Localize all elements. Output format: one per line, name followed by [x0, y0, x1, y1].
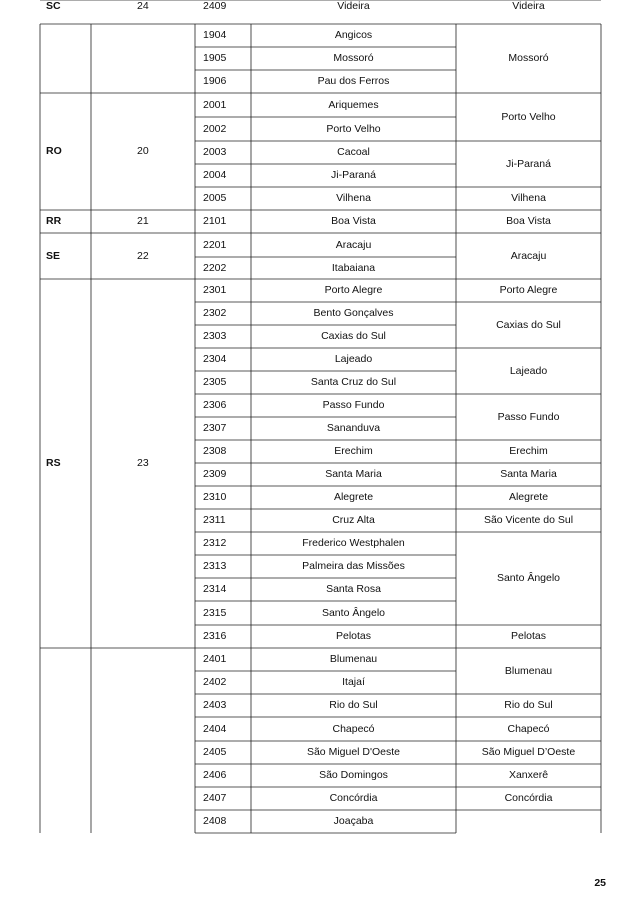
code-cell: 2312: [203, 537, 227, 549]
municipality-cell: São Domingos: [319, 769, 388, 781]
code-cell: 2404: [203, 722, 227, 735]
code-cell: 2101: [203, 215, 227, 227]
municipality-cell: Erechim: [334, 445, 373, 457]
region-cell: Porto Velho: [501, 110, 556, 123]
code-cell: 2401: [203, 653, 227, 665]
code-cell: 2002: [203, 122, 227, 135]
code-cell: 1904: [203, 29, 227, 41]
state-code-cell: 20: [137, 145, 149, 157]
region-cell: Mossoró: [508, 52, 549, 64]
region-cell: Aracaju: [510, 249, 547, 262]
state-code-cell: 24: [137, 0, 149, 12]
code-cell: 2004: [203, 169, 227, 181]
region-cell: Xanxerê: [508, 769, 549, 781]
region-cell: Pelotas: [510, 630, 547, 642]
region-cell: Alegrete: [508, 491, 549, 503]
municipality-cell: Mossoró: [333, 52, 374, 64]
code-cell: 2201: [203, 238, 227, 251]
region-cell: Vilhena: [511, 192, 546, 204]
region-cell: Concórdia: [504, 792, 553, 804]
code-cell: 2315: [203, 606, 227, 619]
municipality-cell: Santo Ângelo: [321, 606, 386, 619]
state-code-cell: 21: [137, 215, 149, 227]
region-cell: São Vicente do Sul: [483, 514, 574, 526]
code-cell: 2302: [203, 307, 227, 319]
code-cell: 2316: [203, 630, 227, 642]
municipality-cell: Lajeado: [334, 353, 373, 365]
municipality-cell: Caxias do Sul: [321, 330, 386, 342]
region-cell: Caxias do Sul: [496, 318, 561, 331]
municipality-cell: Santa Rosa: [326, 583, 381, 595]
municipality-cell: Cruz Alta: [332, 514, 375, 526]
region-cell: Rio do Sul: [504, 699, 553, 711]
code-cell: 2314: [203, 583, 227, 595]
municipality-cell: Palmeira das Missões: [302, 560, 405, 572]
municipality-cell: Santa Maria: [325, 468, 382, 480]
region-cell: Ji-Paraná: [506, 157, 551, 170]
code-cell: 2402: [203, 676, 227, 688]
code-cell: 2005: [203, 192, 227, 204]
region-cell: Passo Fundo: [497, 410, 560, 423]
code-cell: 2306: [203, 399, 227, 411]
municipality-cell: São Miguel D'Oeste: [306, 746, 401, 758]
uf-cell: RO: [46, 145, 62, 157]
region-cell: Lajeado: [509, 364, 548, 377]
municipality-cell: Vilhena: [336, 192, 371, 204]
municipality-cell: Frederico Westphalen: [302, 537, 405, 549]
municipality-cell: Concórdia: [329, 792, 378, 804]
municipality-cell: Cacoal: [337, 146, 370, 158]
municipality-cell: Itajaí: [342, 676, 365, 688]
municipality-cell: Porto Velho: [326, 122, 381, 135]
municipality-cell: Blumenau: [329, 653, 378, 665]
region-cell: São Miguel D’Oeste: [481, 746, 576, 758]
municipality-cell: Videira: [337, 0, 370, 12]
municipality-cell: Santa Cruz do Sul: [310, 376, 397, 388]
code-cell: 2311: [203, 514, 226, 526]
municipality-cell: Boa Vista: [331, 215, 376, 227]
code-cell: 2308: [203, 445, 227, 457]
municipality-cell: Porto Alegre: [324, 284, 383, 296]
municipality-cell: Pelotas: [335, 630, 372, 642]
code-cell: 2309: [203, 468, 227, 480]
uf-cell: SC: [46, 0, 61, 12]
code-cell: 2409: [203, 0, 227, 12]
region-cell: Santa Maria: [500, 468, 557, 480]
code-cell: 2307: [203, 422, 227, 434]
code-cell: 2407: [203, 792, 227, 804]
municipality-cell: Joaçaba: [333, 815, 374, 827]
uf-cell: RR: [46, 215, 62, 227]
municipality-cell: Itabaiana: [331, 261, 376, 274]
municipality-cell: Aracaju: [335, 238, 372, 251]
municipality-cell: Passo Fundo: [322, 399, 385, 411]
region-cell: Boa Vista: [506, 215, 551, 227]
page-number: 25: [594, 877, 606, 889]
code-cell: 2406: [203, 769, 227, 781]
municipality-cell: Sananduva: [326, 422, 381, 434]
municipality-cell: Angicos: [334, 29, 373, 41]
code-cell: 2405: [203, 746, 227, 758]
code-cell: 2408: [203, 815, 227, 827]
region-cell: Chapecó: [507, 722, 550, 735]
uf-cell: SE: [46, 249, 61, 262]
region-cell: Porto Alegre: [499, 284, 558, 296]
region-cell: Erechim: [509, 445, 548, 457]
code-cell: 2313: [203, 560, 227, 572]
state-code-cell: 22: [137, 249, 149, 262]
region-cell: Blumenau: [504, 664, 553, 677]
region-cell: Santo Ângelo: [496, 572, 561, 584]
municipality-cell: Bento Gonçalves: [313, 307, 394, 319]
code-cell: 1906: [203, 75, 227, 87]
municipality-cell: Ariquemes: [328, 98, 379, 111]
code-cell: 2202: [203, 261, 227, 274]
code-cell: 2001: [203, 98, 227, 111]
municipality-cell: Chapecó: [332, 722, 375, 735]
code-cell: 2304: [203, 353, 227, 365]
municipality-cell: Pau dos Ferros: [317, 75, 390, 87]
code-cell: 2305: [203, 376, 227, 388]
code-cell: 2003: [203, 146, 227, 158]
municipality-cell: Alegrete: [333, 491, 374, 503]
code-cell: 1905: [203, 52, 227, 64]
municipality-cell: Ji-Paraná: [331, 169, 376, 181]
code-cell: 2403: [203, 699, 227, 711]
code-cell: 2303: [203, 330, 227, 342]
code-cell: 2310: [203, 491, 227, 503]
municipality-cell: Rio do Sul: [329, 699, 378, 711]
region-cell: Videira: [512, 0, 545, 12]
uf-cell: RS: [46, 457, 61, 469]
code-cell: 2301: [203, 284, 227, 296]
state-code-cell: 23: [137, 457, 149, 469]
